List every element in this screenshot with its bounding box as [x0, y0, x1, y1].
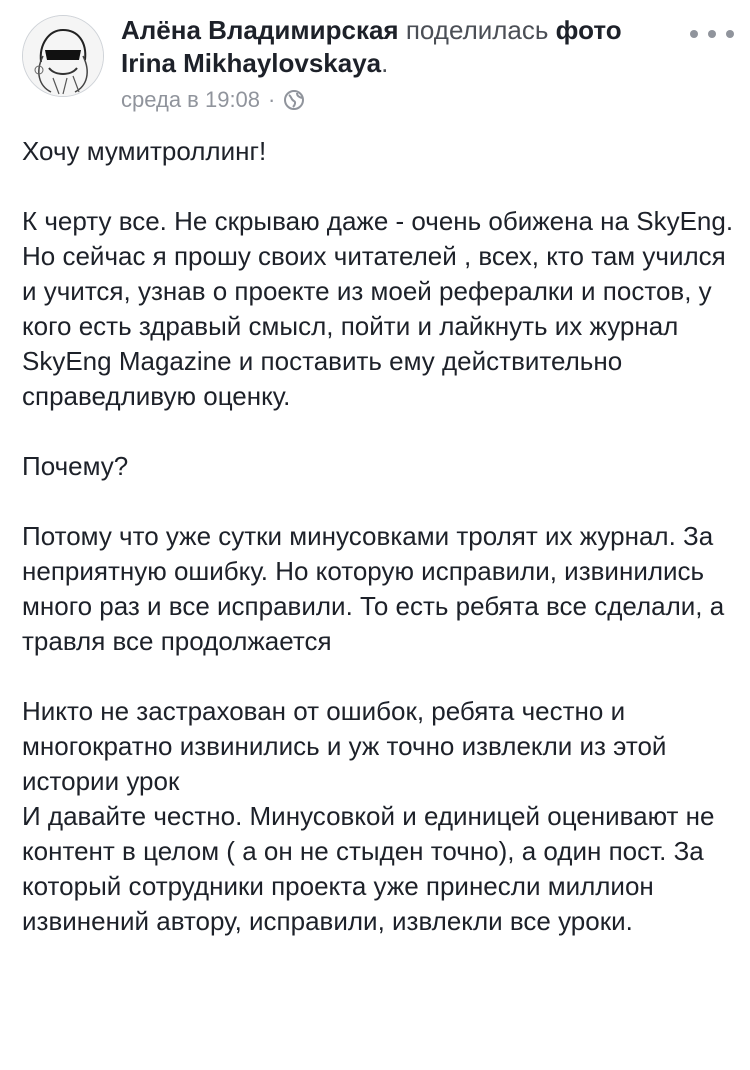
- more-dot: [690, 30, 698, 38]
- globe-icon[interactable]: [283, 89, 305, 111]
- original-author-link[interactable]: Irina Mikhaylovskaya: [121, 48, 382, 78]
- post-paragraph: Хочу мумитроллинг!: [22, 136, 267, 166]
- more-dot: [708, 30, 716, 38]
- avatar-sketch-icon: [23, 16, 103, 96]
- post-paragraph: Потому что уже сутки минусовками тролят их журнал. За неприятную ошибку. Но которую исправили, извинились много раз и все исправили. То есть ребята все сделали, а травля все продолжается: [22, 521, 725, 656]
- shared-photo-link[interactable]: фото: [555, 15, 622, 45]
- author-name-link[interactable]: Алёна Владимирская: [121, 15, 399, 45]
- post-paragraph: Никто не застрахован от ошибок, ребята честно и многократно извинились и уж точно извлекли из этой истории урок И давайте честно. Минусовкой и единицей оценивают не контент в целом ( а он не стыден точно), а один пост. За который сотрудники проекта уже принесли миллион извинений автору, исправили, извлекли все уроки.: [22, 696, 715, 936]
- post-timestamp[interactable]: среда в 19:08: [121, 87, 261, 112]
- post-body: [22, 134, 734, 939]
- author-avatar[interactable]: [22, 15, 104, 97]
- title-period: .: [381, 48, 389, 78]
- post-paragraph: Почему?: [22, 451, 129, 481]
- share-action-text: поделилась: [405, 15, 549, 45]
- more-dot: [726, 30, 734, 38]
- post-header: [0, 0, 750, 120]
- post-meta: [121, 86, 305, 114]
- meta-separator: ·: [268, 87, 276, 112]
- post-title-line: [121, 14, 681, 80]
- more-options-icon[interactable]: [690, 22, 734, 46]
- post-paragraph: К черту все. Не скрываю даже - очень обижена на SkyEng. Но сейчас я прошу своих читателей , всех, кто там учился и учится, узнав о проекте из моей рефералки и постов, у кого есть здравый смысл, пойти и лайкнуть их журнал SkyEng Magazine и поставить ему действительно справедливую оценку.: [22, 206, 734, 411]
